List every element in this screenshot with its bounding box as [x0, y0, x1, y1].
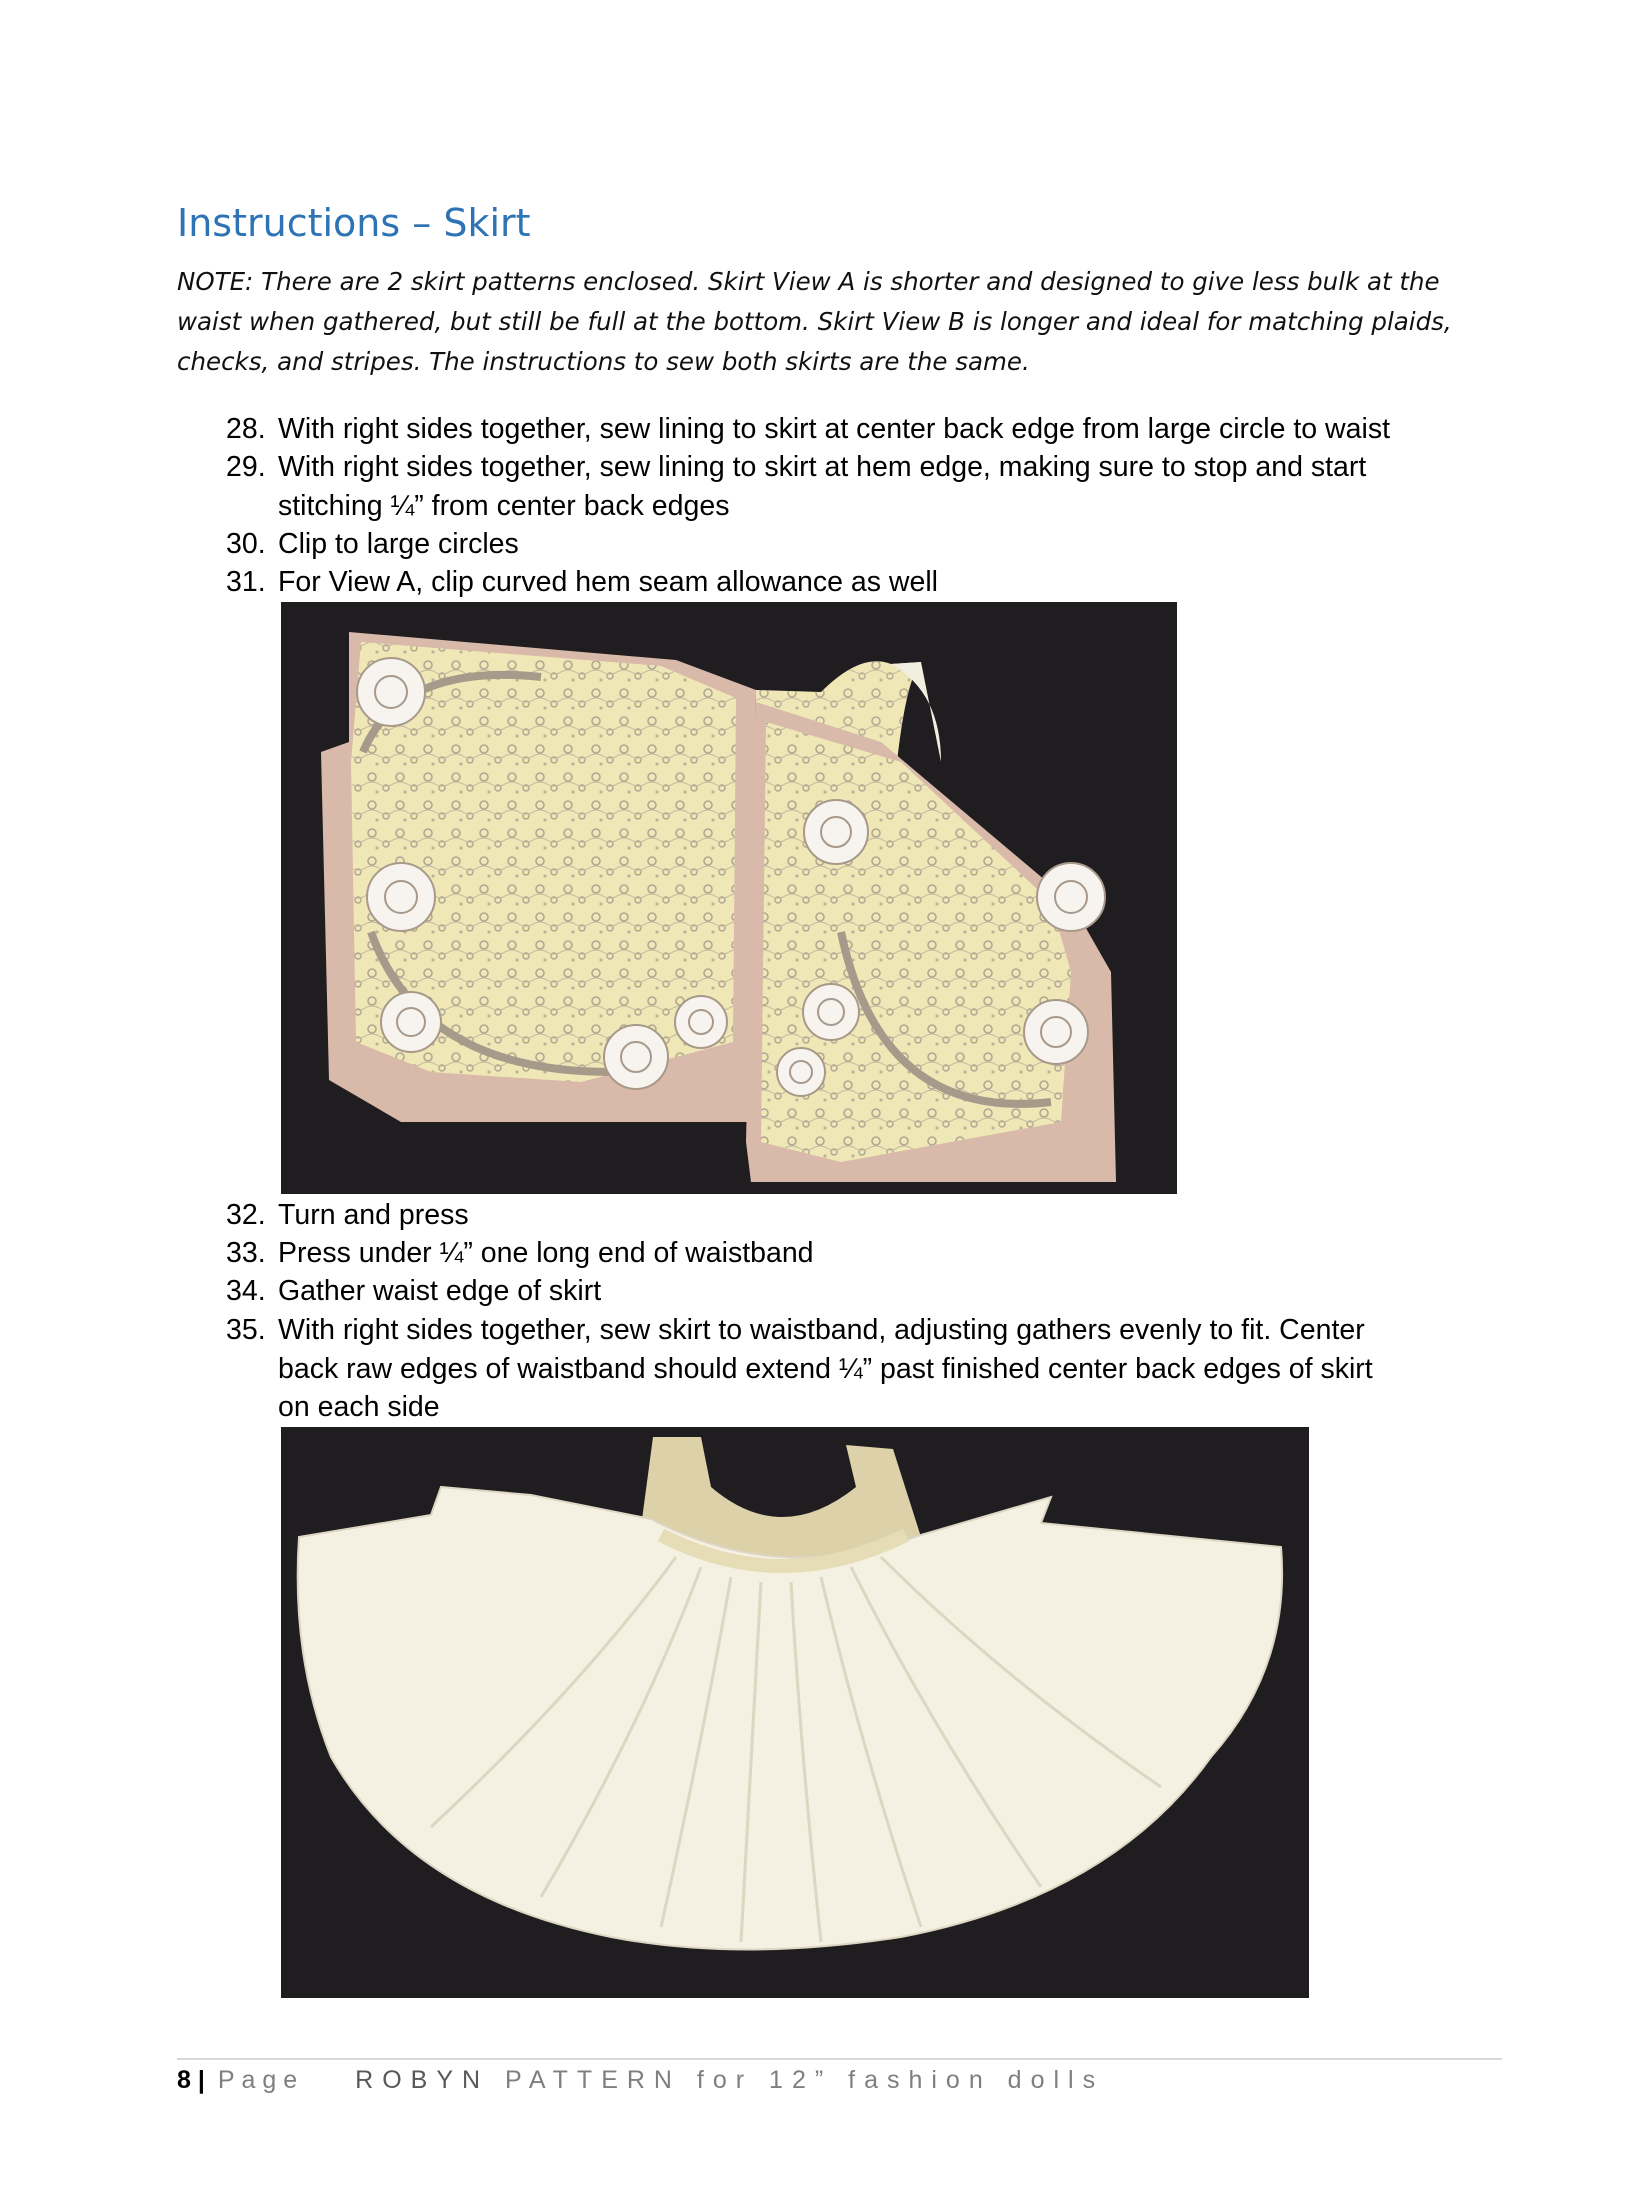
footer-title-bold: ROBYN: [355, 2066, 490, 2094]
floral-skirt-image: [281, 602, 1177, 1194]
photo-floral-skirt-lining: [281, 602, 1177, 1194]
footer-title-rest: PATTERN for 12” fashion dolls: [505, 2066, 1105, 2094]
step-34: 34. Gather waist edge of skirt: [226, 1275, 602, 1307]
step-33: 33. Press under ¼” one long end of waistband: [226, 1237, 814, 1269]
skirt-note: NOTE: There are 2 skirt patterns enclosed. Skirt View A is shorter and designed to give less bulk at the waist when gathered, but still be full at the bottom. Skirt View B is longer and ideal for matching plaids, checks, and stripes. The instructions to sew both skirts are the same.: [177, 267, 1452, 376]
page-number: 8: [177, 2066, 191, 2094]
page-heading: Instructions – Skirt: [177, 201, 531, 245]
gathered-skirt-image: [281, 1427, 1309, 1998]
step-31: 31. For View A, clip curved hem seam allowance as well: [226, 566, 939, 598]
page-footer: [177, 2066, 1104, 2095]
page-label: Page: [217, 2066, 305, 2094]
footer-divider: [177, 2058, 1502, 2060]
step-29: 29. With right sides together, sew lining to skirt at hem edge, making sure to stop and start stitching ¼” from center back edges: [226, 448, 1366, 525]
footer-title: [355, 2066, 1104, 2094]
step-35: 35. With right sides together, sew skirt to waistband, adjusting gathers evenly to fit. Center back raw edges of waistband should extend ¼” past finished center back edges of skirt on each side: [226, 1311, 1373, 1427]
step-30: 30. Clip to large circles: [226, 528, 519, 560]
photo-gathered-skirt: [281, 1427, 1309, 1998]
step-35-continuation-2: on each side: [278, 1391, 440, 1423]
step-28: 28. With right sides together, sew lining to skirt at center back edge from large circle to waist: [226, 413, 1390, 445]
footer-separator: |: [197, 2066, 205, 2094]
step-35-continuation: back raw edges of waistband should extend ¼” past finished center back edges of skirt: [278, 1352, 1373, 1385]
step-32: 32. Turn and press: [226, 1199, 469, 1231]
step-29-continuation: stitching ¼” from center back edges: [278, 489, 730, 522]
